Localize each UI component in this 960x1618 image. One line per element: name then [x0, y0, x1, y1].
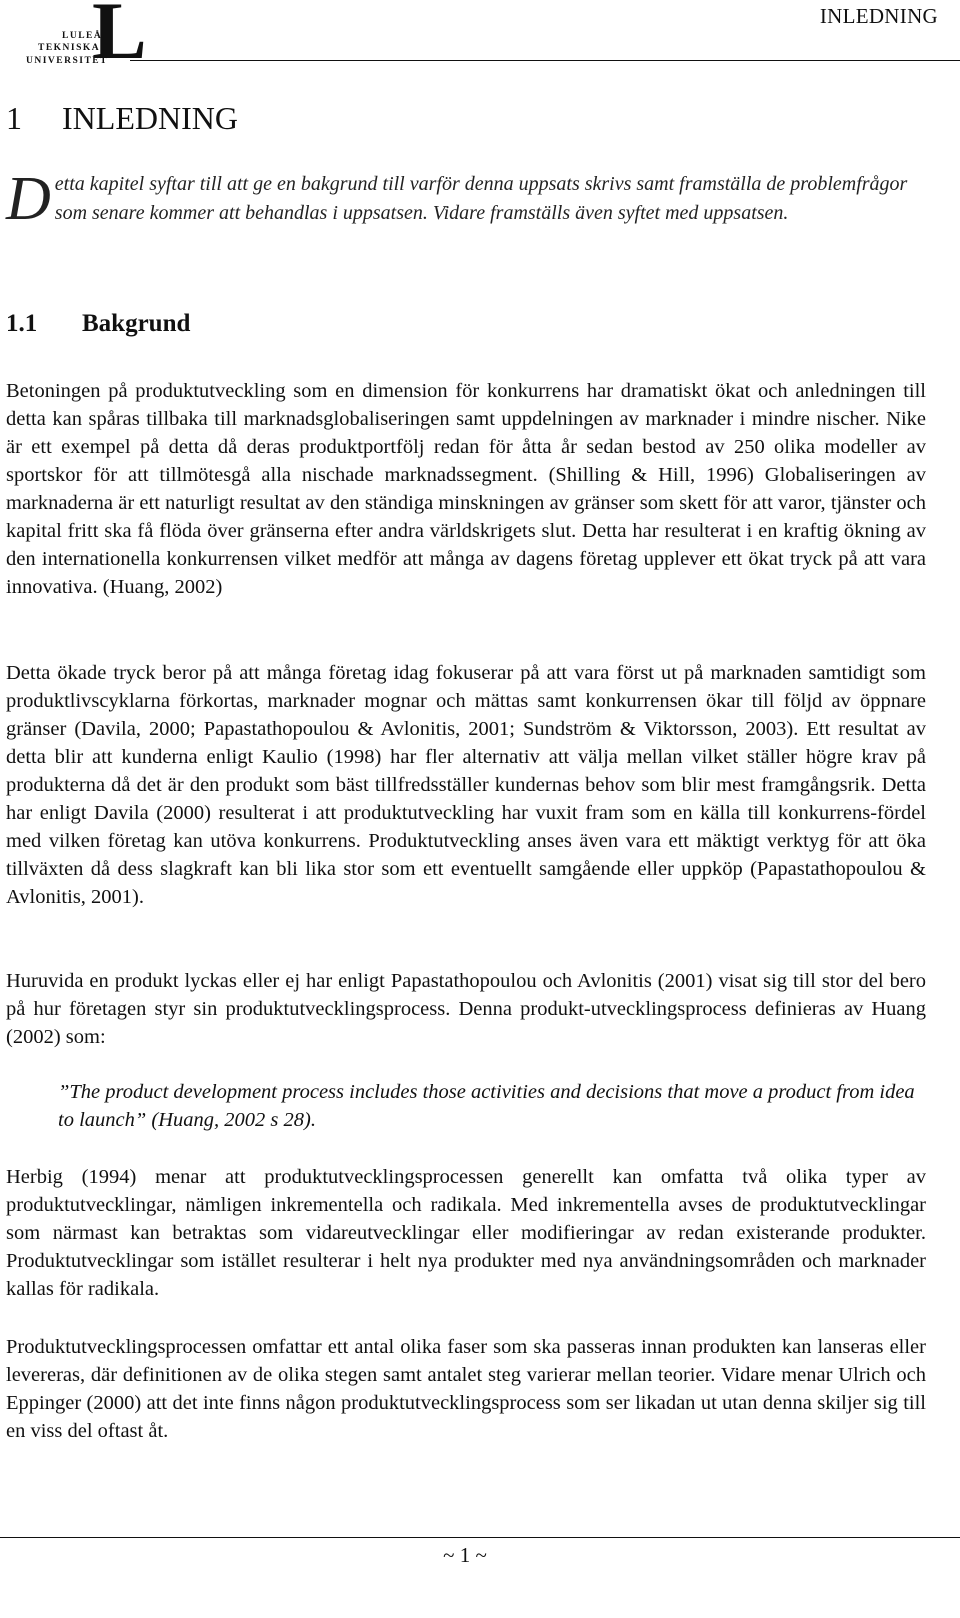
footer-rule [0, 1537, 960, 1538]
chapter-intro [6, 165, 928, 233]
section-number: 1.1 [6, 310, 38, 337]
intro-text: etta kapitel syftar till att ge en bakgrund till varför denna uppsats skrivs samt framställa de problemfrågor som senare kommer att behandlas i uppsatsen. Vidare framställs även syftet med uppsatsen. [54, 173, 908, 224]
block-quote: ”The product development process includes those activities and decisions that move a product from idea to launch” (Huang, 2002 s 28). [58, 1081, 915, 1131]
intro-dropcap: D [6, 165, 51, 233]
chapter-title-text: INLEDNING [62, 100, 238, 136]
section-title [6, 310, 190, 338]
logo-line-1: LULEÅ [62, 31, 103, 41]
paragraph-2: Detta ökade tryck beror på att många företag idag fokuserar på att vara först ut på marknaden samtidigt som produktlivscyklarna förkortas, marknader mognar och mättas samt konkurrensen ökar till följd av öppnare gränser (Davila, 2000; Papastathopoulou & Avlonitis, 2001; Sundström & Viktorsson, 2003). Ett resultat av detta blir att kunderna enligt Kaulio (1998) har fler alternativ att välja mellan vilket ställer högre krav på produkterna då det är den produkt som bäst tillfredsställer kundernas behov som blir mest framgångsrik. Detta har enligt Davila (2000) resulterat i att produktutveckling har vuxit fram som en källa till konkurrens-fördel med vilken företag kan utöva konkurrens. Produktutveckling anses även vara ett mäktigt verktyg för att öka tillväxten då dess slagkraft kan bli lika stor som ett eventuellt samgående eller uppköp (Papastathopoulou & Avlonitis, 2001). [6, 662, 926, 908]
section-title-text: Bakgrund [82, 310, 191, 337]
logo-line-3: UNIVERSITET [26, 56, 108, 66]
logo-line-2: TEKNISKA [38, 43, 101, 53]
paragraph-5: Produktutvecklingsprocessen omfattar ett antal olika faser som ska passeras innan produkten kan lanseras eller levereras, där definitionen av de olika stegen samt antalet steg varierar mellan teorier. Vidare menar Ulrich och Eppinger (2000) att det inte finns någon produktutvecklingsprocess som ser likadan ut utan denna skiljer sig till en viss del oftast åt. [6, 1336, 926, 1442]
paragraph-3: Huruvida en produkt lyckas eller ej har enligt Papastathopoulou och Avlonitis (2001) visat sig till stor del bero på hur företagen styr sin produktutvecklingsprocess. Denna produkt-utvecklingsprocess definieras av Huang (2002) som: [6, 970, 926, 1048]
page-number: ~ 1 ~ [443, 1543, 487, 1567]
chapter-title [6, 100, 238, 137]
page-header [0, 0, 960, 76]
paragraph-1: Betoningen på produktutveckling som en dimension för konkurrens har dramatiskt ökat och anledningen till detta kan spåras tillbaka till marknadsglobaliseringen samt uppdelningen av marknader i mindre nischer. Nike är ett exempel på detta då deras produktportfölj redan för åtta år sedan bestod av 250 olika modeller av sportskor för att tillmötesgå alla nischade marknadssegment. (Shilling & Hill, 1996) Globaliseringen av marknaderna är ett naturligt resultat av den ständiga minskningen av gränser som skett för att varor, tjänster och kapital fritt ska få flöda över gränserna efter andra världskrigets slut. Detta har resulterat i en kraftig ökning av den internationella konkurrensen vilket medför att många av dagens företag upplever ett ökat tryck på att vara innovativa. (Huang, 2002) [6, 380, 926, 598]
university-logo [18, 2, 168, 76]
running-header-title: INLEDNING [819, 4, 938, 28]
paragraph-4: Herbig (1994) menar att produktutvecklingsprocessen generellt kan omfatta två olika typer av produktutvecklingar, nämligen inkrementella och radikala. Med inkrementella avses de produktutvecklingar som närmast kan betraktas som vidareutvecklingar eller modifieringar av redan existerande produkter. Produktutvecklingar som istället resulterar i helt nya produkter med nya användningsområden och marknader kallas för radikala. [6, 1166, 926, 1300]
header-rule [130, 60, 960, 61]
chapter-number: 1 [6, 100, 22, 136]
logo-letter: L [92, 0, 147, 76]
